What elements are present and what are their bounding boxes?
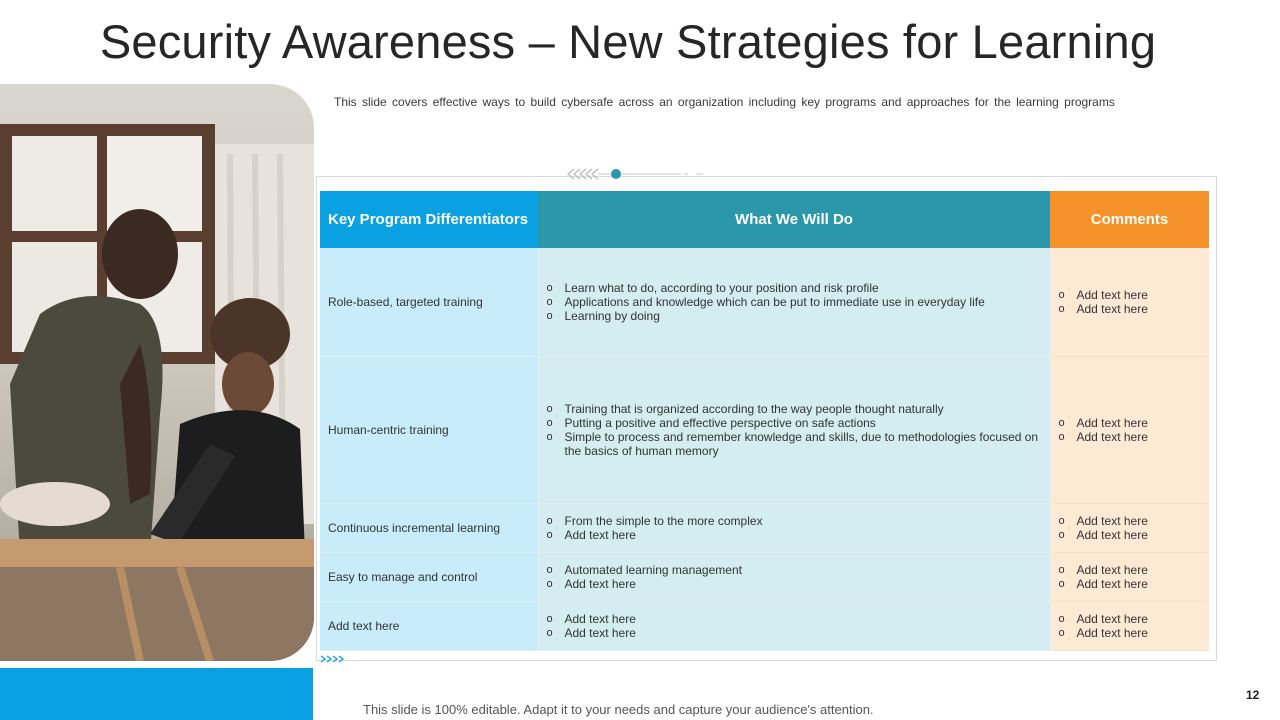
action-item: o From the simple to the more complex — [547, 514, 1042, 528]
table-header-row — [320, 191, 1209, 248]
action-item: o Learning by doing — [547, 309, 1042, 323]
table-row — [320, 601, 1209, 650]
comments-cell — [1050, 248, 1209, 356]
program-cell: Human-centric training — [320, 356, 538, 503]
actions-cell — [538, 503, 1050, 552]
table-row — [320, 552, 1209, 601]
program-cell: Role-based, targeted training — [320, 248, 538, 356]
action-item: o Add text here — [547, 528, 1042, 542]
comments-cell — [1050, 503, 1209, 552]
table-row — [320, 356, 1209, 503]
comment-item: o Add text here — [1059, 302, 1202, 316]
action-item: o Add text here — [547, 626, 1042, 640]
comment-item: o Add text here — [1059, 612, 1202, 626]
strategy-table — [320, 191, 1209, 651]
comments-cell — [1050, 601, 1209, 650]
actions-cell — [538, 552, 1050, 601]
action-item: o Add text here — [547, 612, 1042, 626]
slide-subtitle: This slide covers effective ways to build cybersafe across an organization including key programs and approaches for the learning programs — [334, 95, 1115, 109]
comments-cell — [1050, 356, 1209, 503]
comment-item: o Add text here — [1059, 514, 1202, 528]
slider-decoration — [566, 166, 716, 182]
footer-note: This slide is 100% editable. Adapt it to your needs and capture your audience's attention. — [363, 702, 874, 717]
header-what-we-will-do: What We Will Do — [538, 191, 1050, 248]
table-row — [320, 248, 1209, 356]
actions-cell — [538, 356, 1050, 503]
team-photo — [0, 84, 314, 661]
program-cell: Add text here — [320, 601, 538, 650]
action-item: o Applications and knowledge which can be put to immediate use in everyday life — [547, 295, 1042, 309]
comment-item: o Add text here — [1059, 430, 1202, 444]
action-item: o Training that is organized according to the way people thought naturally — [547, 402, 1042, 416]
comment-item: o Add text here — [1059, 528, 1202, 542]
comment-item: o Add text here — [1059, 577, 1202, 591]
slide-title: Security Awareness – New Strategies for Learning — [99, 15, 1157, 68]
action-item: o Add text here — [547, 577, 1042, 591]
comment-item: o Add text here — [1059, 416, 1202, 430]
chevrons-icon — [320, 654, 346, 664]
actions-cell — [538, 248, 1050, 356]
page-number: 12 — [1246, 688, 1260, 702]
header-key-program: Key Program Differentiators — [320, 191, 538, 248]
comment-item: o Add text here — [1059, 288, 1202, 302]
table-row — [320, 503, 1209, 552]
comment-item: o Add text here — [1059, 563, 1202, 577]
program-cell: Easy to manage and control — [320, 552, 538, 601]
header-comments: Comments — [1050, 191, 1209, 248]
program-cell: Continuous incremental learning — [320, 503, 538, 552]
action-item: o Learn what to do, according to your position and risk profile — [547, 281, 1042, 295]
comment-item: o Add text here — [1059, 626, 1202, 640]
comments-cell — [1050, 552, 1209, 601]
action-item: o Simple to process and remember knowledge and skills, due to methodologies focused on the basics of human memory — [547, 430, 1042, 458]
action-item: o Putting a positive and effective perspective on safe actions — [547, 416, 1042, 430]
actions-cell — [538, 601, 1050, 650]
action-item: o Automated learning management — [547, 563, 1042, 577]
accent-bar — [0, 668, 313, 720]
